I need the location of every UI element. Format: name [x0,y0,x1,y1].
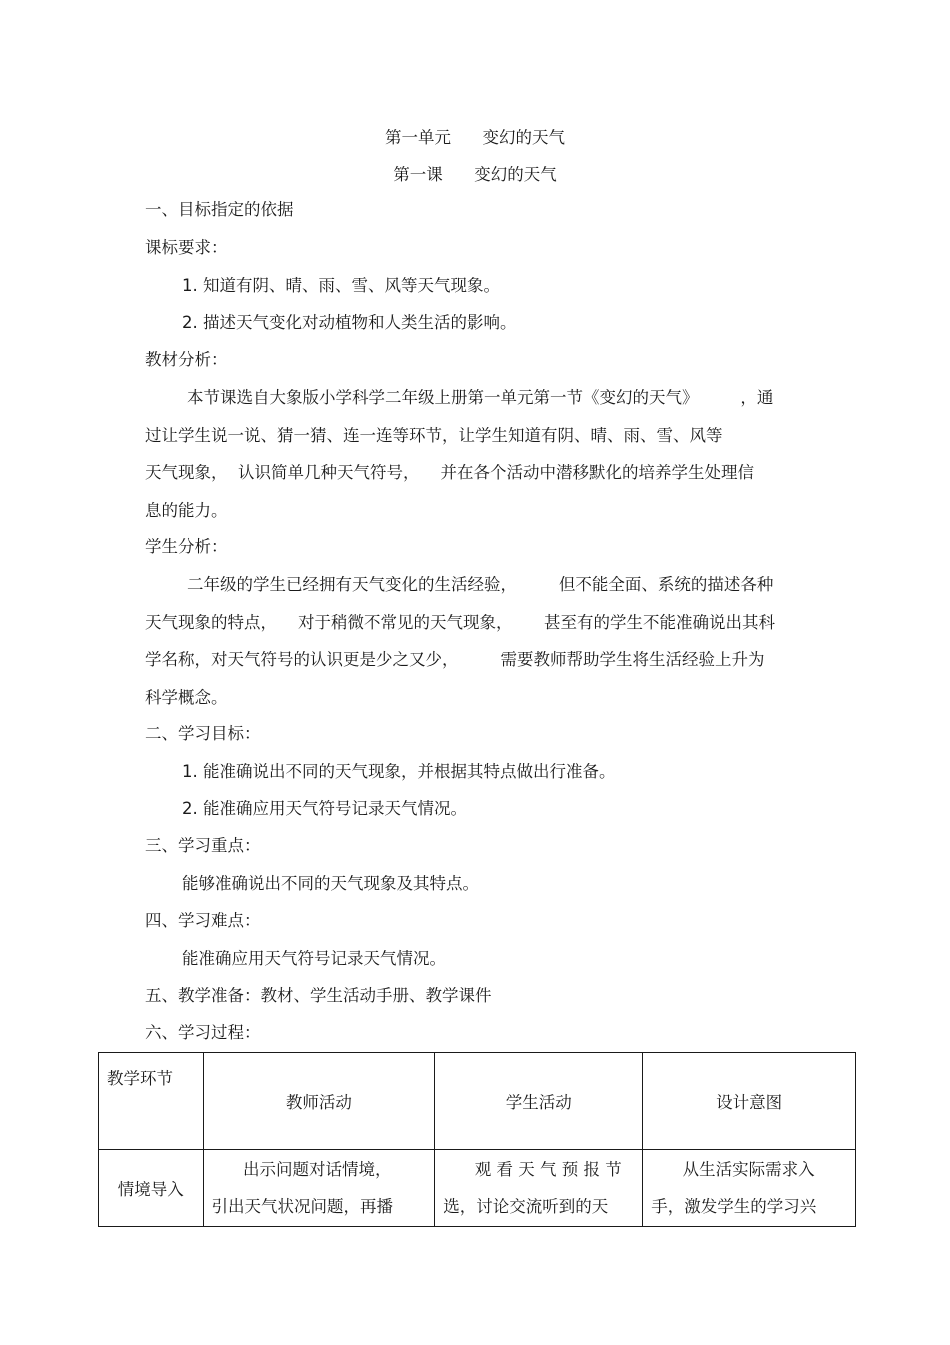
student-line-3: 学名称，对天气符号的认识更是少之又少， 需要教师帮助学生将生活经验上升为 [145,650,765,669]
header-design-intent: 设计意图 [643,1053,856,1150]
goal-item-1: 1. 能准确说出不同的天气现象，并根据其特点做出行准备。 [182,762,616,781]
student-line-2: 天气现象的特点， 对于稍微不常见的天气现象， 甚至有的学生不能准确说出其科 [145,612,775,632]
student-analysis-paragraph [145,566,815,716]
student-line-1: 二年级的学生已经拥有天气变化的生活经验， 但不能全面、系统的描述各种 [145,575,774,594]
textbook-line-3: 天气现象， 认识简单几种天气符号， 并在各个活动中潜移默化的培养学生处理信 [145,463,754,482]
cell-design-intent [643,1150,856,1227]
difficulty-text: 能准确应用天气符号记录天气情况。 [182,949,446,968]
student-label: 学生分析： [145,537,228,556]
intent-line-1: 从生活实际需求入 [651,1160,815,1179]
key-point-text: 能够准确说出不同的天气现象及其特点。 [182,874,479,893]
section4-heading: 四、学习难点： [145,911,261,930]
section5-heading: 五、教学准备：教材、学生活动手册、教学课件 [145,986,492,1005]
curriculum-label: 课标要求： [145,238,228,257]
student-activity-line-1: 观 看 天 气 预 报 节 [443,1160,622,1179]
student-line-4: 科学概念。 [145,687,228,707]
student-activity-line-2: 选，讨论交流听到的天 [443,1197,609,1216]
cell-student-activity [435,1150,643,1227]
cell-stage: 情境导入 [99,1150,204,1227]
textbook-analysis-paragraph [145,379,815,529]
section3-heading: 三、学习重点： [145,836,261,855]
teacher-line-1: 出示问题对话情境， [211,1160,392,1179]
table-header-row [99,1053,856,1150]
section2-heading: 二、学习目标： [145,724,261,743]
header-stage: 教学环节 [99,1053,204,1150]
curriculum-item-2: 2. 描述天气变化对动植物和人类生活的影响。 [182,313,517,332]
textbook-label: 教材分析： [145,350,228,369]
section1-heading: 一、目标指定的依据 [145,200,294,219]
unit-title: 第一单元 变幻的天气 [385,128,565,147]
cell-teacher-activity [203,1150,435,1227]
intent-line-2: 手，激发学生的学习兴 [651,1197,817,1216]
textbook-line-4: 息的能力。 [145,500,228,520]
section6-heading: 六、学习过程： [145,1023,261,1042]
teacher-line-2: 引出天气状况问题，再播 [211,1197,394,1216]
textbook-line-1: 本节课选自大象版小学科学二年级上册第一单元第一节《变幻的天气》 ，通 [145,388,774,407]
curriculum-item-1: 1. 知道有阴、晴、雨、雪、风等天气现象。 [182,276,500,295]
goal-item-2: 2. 能准确应用天气符号记录天气情况。 [182,799,467,818]
lesson-title: 第一课 变幻的天气 [393,165,557,184]
header-teacher-activity: 教师活动 [203,1053,435,1150]
learning-process-table [98,1052,856,1227]
textbook-line-2: 过让学生说一说、猜一猜、连一连等环节，让学生知道有阴、晴、雨、雪、风等 [145,425,723,445]
table-row [99,1150,856,1227]
header-student-activity: 学生活动 [435,1053,643,1150]
